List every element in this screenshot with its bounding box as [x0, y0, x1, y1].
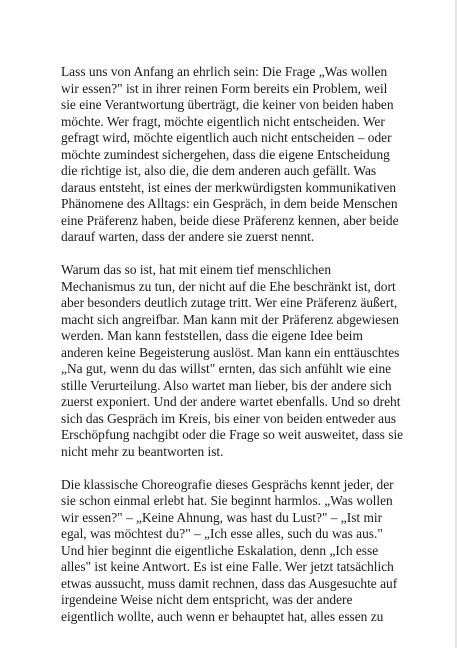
- text-line: alles" ist keine Antwort. Es ist eine Falle. Wer jetzt tatsächlich: [61, 559, 394, 574]
- text-line: egal, was möchtest du?" – „Ich esse alles, such du was aus.": [61, 526, 383, 541]
- text-line: sie eine Verantwortung überträgt, die keiner von beiden haben: [61, 97, 394, 112]
- text-line: Phänomene des Alltags: ein Gespräch, in dem beide Menschen: [61, 196, 398, 211]
- text-line: zuerst exponiert. Und der andere wartet ebenfalls. Und so dreht: [61, 394, 401, 409]
- text-line: gefragt wird, möchte eigentlich auch nicht entscheiden – oder: [61, 130, 392, 145]
- text-line: etwas aussucht, muss damit rechnen, dass das Ausgesuchte auf: [61, 575, 398, 591]
- text-line: sich das Gespräch im Kreis, bis einer von beiden entweder aus: [61, 410, 397, 426]
- text-line: Mechanismus zu tun, der nicht auf die Ehe beschränkt ist, dort: [61, 278, 396, 294]
- text-line: nicht mehr zu beantworten ist.: [61, 443, 224, 459]
- text-line: wir essen?" – „Keine Ahnung, was hast du Lust?" – „Ist mir: [61, 509, 383, 525]
- text-line: die richtige ist, also die, die dem anderen auch gefällt. Was: [61, 163, 377, 178]
- text-line: macht sich angreifbar. Man kann mit der Präferenz abgewiesen: [61, 311, 399, 327]
- paragraph: [61, 64, 401, 246]
- text-line: Die klassische Choreografie dieses Gesprächs kennt jeder, der: [61, 476, 394, 492]
- text-line: daraus entsteht, ist eines der merkwürdigsten kommunikativen: [61, 179, 397, 195]
- text-line: sie schon einmal erlebt hat. Sie beginnt harmlos. „Was wollen: [61, 493, 393, 508]
- text-line: anderen keine Begeisterung auslöst. Man kann ein enttäuschtes: [61, 344, 400, 360]
- document-body: [61, 64, 404, 642]
- text-line: Und hier beginnt die eigentliche Eskalation, denn „Ich esse: [61, 542, 379, 558]
- text-line: irgendeine Weise nicht dem entspricht, was der andere: [61, 592, 353, 607]
- text-line: Erschöpfung nachgibt oder die Frage so weit ausweitet, dass sie: [61, 427, 404, 442]
- paragraph: [61, 477, 401, 626]
- text-line: eine Präferenz haben, beide diese Präferenz kennen, aber beide: [61, 212, 399, 228]
- text-line: darauf warten, dass der andere sie zuerst nennt.: [61, 229, 315, 244]
- paragraph: [61, 262, 404, 460]
- text-line: Warum das so ist, hat mit einem tief menschlichen: [61, 262, 332, 277]
- text-line: eigentlich wollte, auch wenn er behauptet hat, alles essen zu: [61, 608, 384, 624]
- text-line: möchte. Wer fragt, möchte eigentlich nicht entscheiden. Wer: [61, 113, 385, 129]
- text-line: „Na gut, wenn du das willst" ernten, das sich anfühlt wie eine: [61, 361, 392, 376]
- text-line: wir essen?" ist in ihrer reinen Form bereits ein Problem, weil: [61, 80, 388, 96]
- text-line: stille Verurteilung. Also wartet man lieber, bis der andere sich: [61, 377, 392, 393]
- text-line: werden. Man kann feststellen, dass die eigene Idee beim: [61, 328, 363, 343]
- text-line: Lass uns von Anfang an ehrlich sein: Die Frage „Was wollen: [61, 64, 388, 79]
- text-line: aber besonders deutlich zutage tritt. Wer eine Präferenz äußert,: [61, 295, 398, 310]
- text-line: möchte zumindest sichergehen, dass die eigene Entscheidung: [61, 146, 390, 162]
